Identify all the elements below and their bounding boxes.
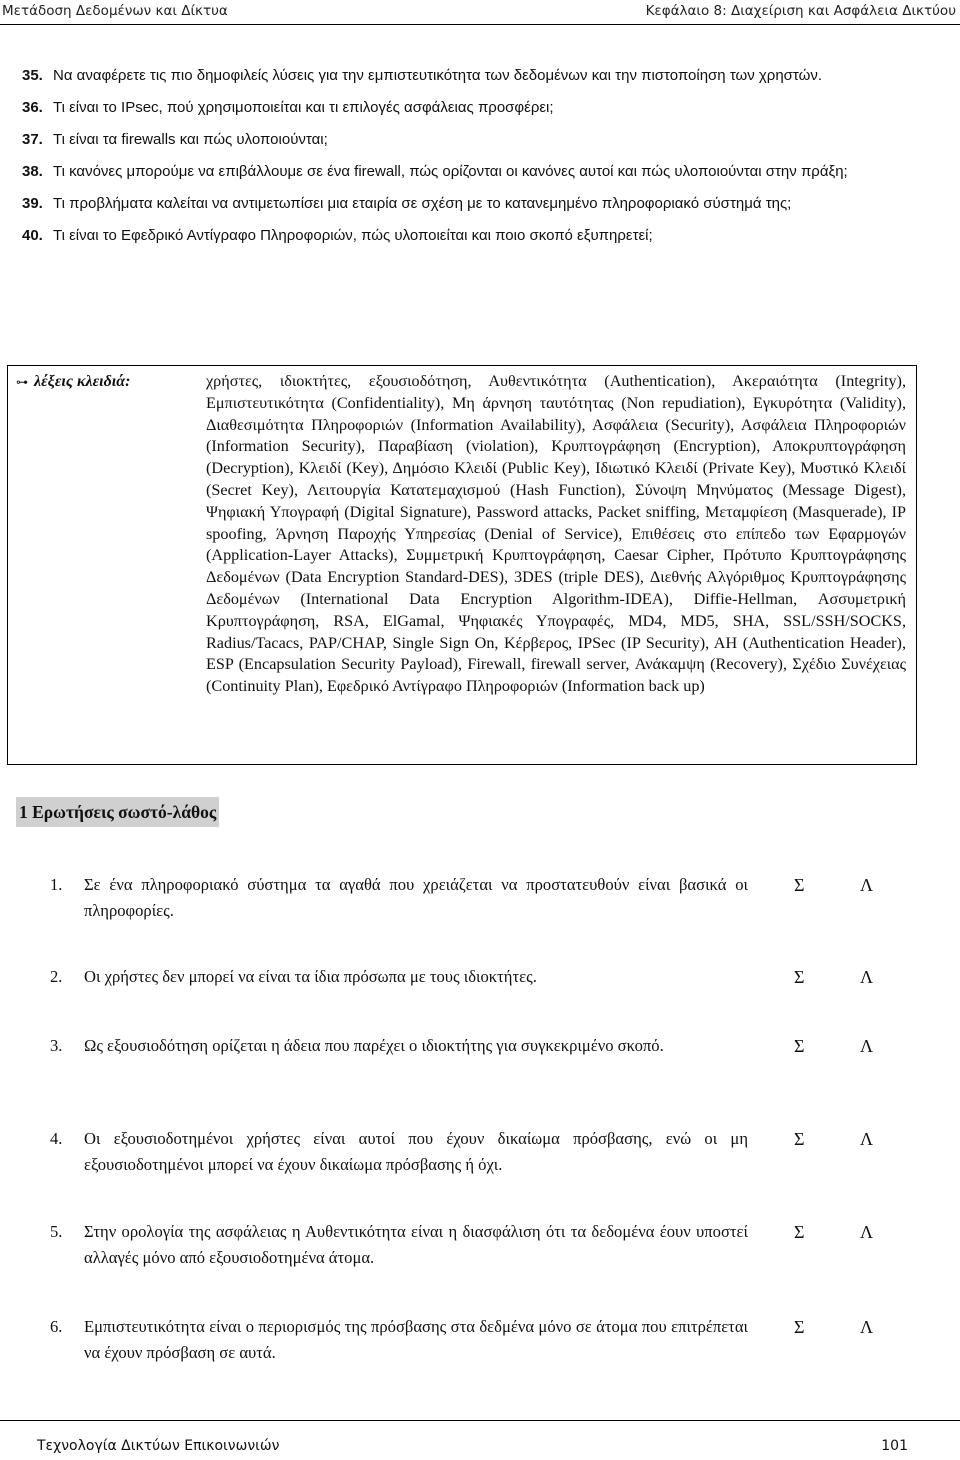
true-option[interactable]: Σ bbox=[794, 967, 805, 987]
question-number: 36. bbox=[22, 99, 43, 116]
page-number: 101 bbox=[881, 1438, 908, 1454]
question-text: Τι προβλήματα καλείται να αντιμετωπίσει μια εταιρία σε σχέση με το κατανεμημένο πληροφοριακό σύστημά της; bbox=[53, 195, 792, 212]
page-header bbox=[0, 0, 960, 24]
true-option[interactable]: Σ bbox=[794, 1317, 805, 1337]
item-statement: Στην ορολογία της ασφάλειας η Αυθεντικότητα είναι η διασφάλιση ότι τα δεδομένα έουν υποστεί αλλαγές μόνο από εξουσιοδοτημένα άτομα. bbox=[84, 1222, 748, 1267]
footer-course-title: Τεχνολογία Δικτύων Επικοινωνιών bbox=[37, 1438, 280, 1454]
question-number: 40. bbox=[22, 227, 43, 244]
page-footer bbox=[0, 1420, 960, 1454]
footer-divider bbox=[0, 1420, 960, 1421]
true-option[interactable]: Σ bbox=[794, 1036, 805, 1056]
question-text: Τι είναι το Εφεδρικό Αντίγραφο Πληροφοριών, πώς υλοποιείται και ποιο σκοπό εξυπηρετεί; bbox=[53, 227, 653, 244]
item-number: 3. bbox=[50, 1036, 63, 1055]
item-statement: Ως εξουσιοδότηση ορίζεται η άδεια που παρέχει ο ιδιοκτήτης για συγκεκριμένο σκοπό. bbox=[84, 1036, 664, 1055]
header-book-title: Μετάδοση Δεδομένων και Δίκτυα bbox=[2, 3, 228, 19]
keywords-label-text: λέξεις κλειδιά: bbox=[34, 373, 131, 390]
item-statement: Εμπιστευτικότητα είναι ο περιορισμός της πρόσβασης στα δεδμένα μόνο σε άτομα που επιτρέπεται να έχουν πρόσβαση σε αυτά. bbox=[84, 1317, 748, 1362]
question-item bbox=[22, 226, 922, 246]
review-questions-list bbox=[22, 66, 922, 258]
question-number: 35. bbox=[22, 67, 43, 84]
item-statement: Οι εξουσιοδοτημένοι χρήστες είναι αυτοί που έχουν δικαίωμα πρόσβασης, ενώ οι μη εξουσιοδοτημένοι μπορεί να έχουν δικαίωμα πρόσβασης ή όχι. bbox=[84, 1129, 748, 1174]
keywords-text: χρήστες, ιδιοκτήτες, εξουσιοδότηση, Αυθεντικότητα (Authentication), Ακεραιότητα (Integrity), Εμπιστευτικότητα (Confidentiality), Μη άρνηση ταυτότητας (Non repudiation), Εγκυρότητα (Validity), Διαθεσιμότητα Πληροφοριών (Information Availability), Ασφάλεια (Security), Ασφάλεια Πληροφοριών (Information Security), Παραβίαση (violation), Κρυπτογράφηση (Encryption), Αποκρυπτογράφηση (Decryption), Κλειδί (Key), Δημόσιο Κλειδί (Public Key), Ιδιωτικό Κλειδί (Private Key), Μυστικό Κλειδί (Secret Key), Λειτουργία Κατατεμαχισμού (Hash Function), Σύνοψη Μηνύματος (Message Digest), Ψηφιακή Υπογραφή (Digital Signature), Password attacks, Packet sniffing, Μεταμφίεση (Masquerade), IP spoofing, Άρνηση Παροχής Υπηρεσίας (Denial of Service), Επιθέσεις στο επίπεδο των Εφαρμογών (Application-Layer Attacks), Συμμετρική Κρυπτογράφηση, Caesar Cipher, Πρότυπο Κρυπτογράφησης Δεδομένων (Data Encryption Standard-DES), 3DES (triple DES), Διεθνής Αλγόριθμος Κρυπτογράφησης Δεδομένων (International Data Encryption Algorithm-IDEA), Diffie-Hellman, Ασσυμετρική Κρυπτογράφηση, RSA, ElGamal, Ψηφιακές Υπογραφές, MD4, MD5, SHA, SSL/SSH/SOCKS, Radius/Tacacs, PAP/CHAP, Single Sign On, Κέρβερος, IPSec (IP Security), AH (Authentication Header), ESP (Encapsulation Security Payload), Firewall, firewall server, Ανάκαμψη (Recovery), Σχέδιο Συνέχειας (Continuity Plan), Εφεδρικό Αντίγραφο Πληροφοριών (Information back up) bbox=[206, 372, 906, 696]
question-item bbox=[22, 98, 922, 118]
keywords-box bbox=[7, 365, 917, 765]
question-number: 39. bbox=[22, 195, 43, 212]
question-number: 37. bbox=[22, 131, 43, 148]
false-option[interactable]: Λ bbox=[860, 967, 874, 987]
question-item bbox=[22, 194, 922, 214]
true-option[interactable]: Σ bbox=[794, 1129, 805, 1149]
item-statement: Σε ένα πληροφοριακό σύστημα τα αγαθά που χρειάζεται να προστατευθούν είναι βασικά οι πληροφορίες. bbox=[84, 875, 748, 920]
keywords-label bbox=[16, 373, 130, 391]
item-number: 4. bbox=[50, 1129, 63, 1148]
item-statement: Οι χρήστες δεν μπορεί να είναι τα ίδια πρόσωπα με τους ιδιοκτήτες. bbox=[84, 967, 537, 986]
item-number: 6. bbox=[50, 1317, 63, 1336]
question-text: Τι είναι το IPsec, πού χρησιμοποιείται και τι επιλογές ασφάλειας προσφέρει; bbox=[53, 99, 554, 116]
false-option[interactable]: Λ bbox=[860, 1222, 874, 1242]
question-item bbox=[22, 66, 922, 86]
item-number: 1. bbox=[50, 875, 63, 894]
question-item bbox=[22, 162, 922, 182]
item-number: 5. bbox=[50, 1222, 63, 1241]
question-item bbox=[22, 130, 922, 150]
item-number: 2. bbox=[50, 967, 63, 986]
false-option[interactable]: Λ bbox=[860, 1317, 874, 1337]
false-option[interactable]: Λ bbox=[860, 875, 874, 895]
header-chapter-title: Κεφάλαιο 8: Διαχείριση και Ασφάλεια Δικτύου bbox=[645, 3, 956, 19]
question-text: Τι είναι τα firewalls και πώς υλοποιούνται; bbox=[53, 131, 328, 148]
false-option[interactable]: Λ bbox=[860, 1036, 874, 1056]
question-text: Τι κανόνες μπορούμε να επιβάλλουμε σε ένα firewall, πώς ορίζονται οι κανόνες αυτοί και πώς υλοποιούνται στην πράξη; bbox=[53, 163, 848, 180]
true-option[interactable]: Σ bbox=[794, 1222, 805, 1242]
true-option[interactable]: Σ bbox=[794, 875, 805, 895]
header-divider bbox=[0, 24, 960, 25]
false-option[interactable]: Λ bbox=[860, 1129, 874, 1149]
key-icon: ⊶ bbox=[16, 375, 28, 389]
question-text: Να αναφέρετε τις πιο δημοφιλείς λύσεις για την εμπιστευτικότητα των δεδομένων και την πιστοποίηση των χρηστών. bbox=[53, 67, 823, 84]
question-number: 38. bbox=[22, 163, 43, 180]
section-title: 1 Ερωτήσεις σωστό-λάθος bbox=[16, 797, 219, 827]
